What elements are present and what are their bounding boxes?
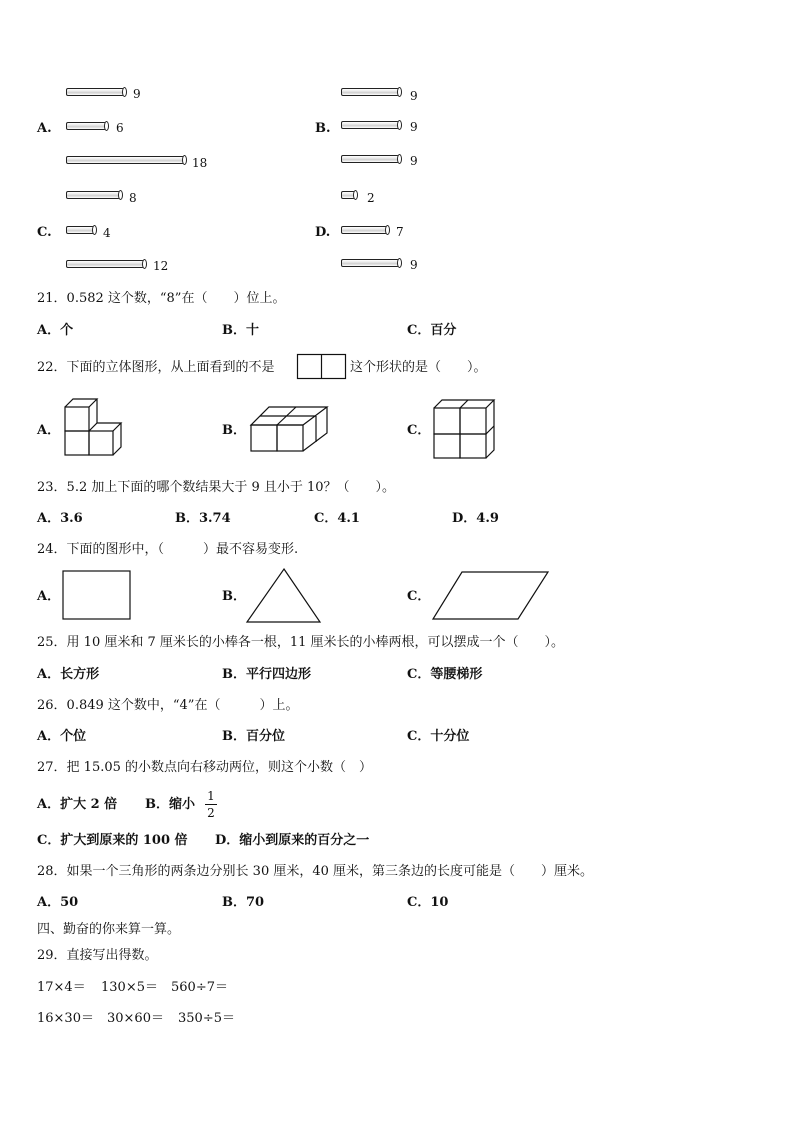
stick-length: 7 [396, 225, 404, 239]
triangle-shape-icon [246, 568, 322, 624]
stick [341, 259, 401, 267]
flat-cube-block-icon [250, 406, 330, 453]
fraction-denominator: 2 [207, 806, 215, 820]
option-d-letter: D. [315, 225, 331, 240]
section-4-heading: 四、勤奋的你来算一算。 [37, 922, 181, 937]
q28-option-c: C．10 [407, 895, 449, 910]
calc-item: 560÷7＝ [171, 980, 228, 995]
q26-option-b: B．百分位 [222, 729, 285, 744]
q23-option-b: B．3.74 [175, 511, 231, 526]
q28-option-b: B．70 [222, 895, 265, 910]
l-shaped-cube-solid-icon [64, 398, 128, 460]
calc-item: 17×4＝ [37, 980, 86, 995]
cube-wall-icon [433, 399, 497, 461]
q21-option-a: A．个 [37, 323, 74, 338]
option-c-letter: C. [37, 225, 52, 240]
two-square-shape-icon [297, 354, 347, 379]
stick-length: 9 [133, 87, 141, 101]
q25-option-c: C．等腰梯形 [407, 667, 483, 682]
option-b-letter: B. [315, 121, 331, 136]
stick [66, 226, 96, 234]
q26-option-c: C．十分位 [407, 729, 470, 744]
q28-option-a: A．50 [37, 895, 79, 910]
stick-length: 9 [410, 120, 418, 134]
parallelogram-shape-icon [432, 571, 550, 621]
question-22-part1: 22．下面的立体图形，从上面看到的不是 [37, 360, 275, 375]
question-22-part2: 这个形状的是（ ）。 [350, 360, 487, 375]
stick-length: 12 [153, 259, 169, 273]
q27-option-d: D．缩小到原来的百分之一 [215, 833, 370, 848]
calc-item: 130×5＝ [101, 980, 158, 995]
stick [341, 121, 401, 129]
question-25: 25．用 10 厘米和 7 厘米长的小棒各一根，11 厘米长的小棒两根，可以摆成一个（ ）。 [37, 635, 565, 650]
stick-length: 4 [103, 226, 111, 240]
q22-option-c: C． [407, 423, 431, 438]
fraction-numerator: 1 [207, 789, 215, 803]
stick-length: 6 [116, 121, 124, 135]
q23-option-a: A．3.6 [37, 511, 83, 526]
question-28: 28．如果一个三角形的两条边分别长 30 厘米，40 厘米，第三条边的长度可能是（ ）厘米。 [37, 864, 594, 879]
stick [341, 155, 401, 163]
option-a-letter: A. [37, 121, 52, 136]
calc-item: 350÷5＝ [178, 1011, 235, 1026]
one-half-fraction [205, 790, 217, 819]
stick-length: 9 [410, 89, 418, 103]
question-26: 26．0.849 这个数中，“4”在（ ）上。 [37, 698, 299, 713]
q24-option-c: C． [407, 589, 431, 604]
rectangle-shape-icon [62, 570, 132, 621]
stick [341, 88, 401, 96]
q26-option-a: A．个位 [37, 729, 87, 744]
question-27: 27．把 15.05 的小数点向右移动两位，则这个小数（ ） [37, 760, 373, 775]
stick-length: 2 [367, 191, 375, 205]
q27-option-a: A．扩大 2 倍 [37, 797, 118, 812]
question-21: 21．0.582 这个数，“8”在（ ）位上。 [37, 291, 286, 306]
q25-option-a: A．长方形 [37, 667, 100, 682]
stick [66, 122, 108, 130]
q22-option-b: B． [222, 423, 246, 438]
q27-option-c: C．扩大到原来的 100 倍 [37, 833, 188, 848]
stick-length: 9 [410, 154, 418, 168]
stick-length: 9 [410, 258, 418, 272]
stick-length: 8 [129, 191, 137, 205]
question-29: 29．直接写出得数。 [37, 948, 158, 963]
q25-option-b: B．平行四边形 [222, 667, 311, 682]
stick [66, 156, 186, 164]
stick [341, 226, 389, 234]
calc-item: 16×30＝ [37, 1011, 94, 1026]
question-24: 24．下面的图形中，（ ）最不容易变形. [37, 542, 299, 557]
q21-option-c: C．百分 [407, 323, 457, 338]
question-23: 23．5.2 加上下面的哪个数结果大于 9 且小于 10？（ ）。 [37, 480, 396, 495]
stick [66, 191, 122, 199]
fraction-bar [205, 804, 217, 805]
q23-option-d: D．4.9 [452, 511, 499, 526]
calc-item: 30×60＝ [107, 1011, 164, 1026]
q24-option-a: A． [37, 589, 61, 604]
q22-option-a: A． [37, 423, 61, 438]
stick-length: 18 [192, 156, 208, 170]
stick [66, 260, 146, 268]
q23-option-c: C．4.1 [314, 511, 360, 526]
q27-option-b: B．缩小 [145, 797, 195, 812]
stick [341, 191, 357, 199]
q21-option-b: B．十 [222, 323, 259, 338]
q24-option-b: B． [222, 589, 246, 604]
stick [66, 88, 126, 96]
